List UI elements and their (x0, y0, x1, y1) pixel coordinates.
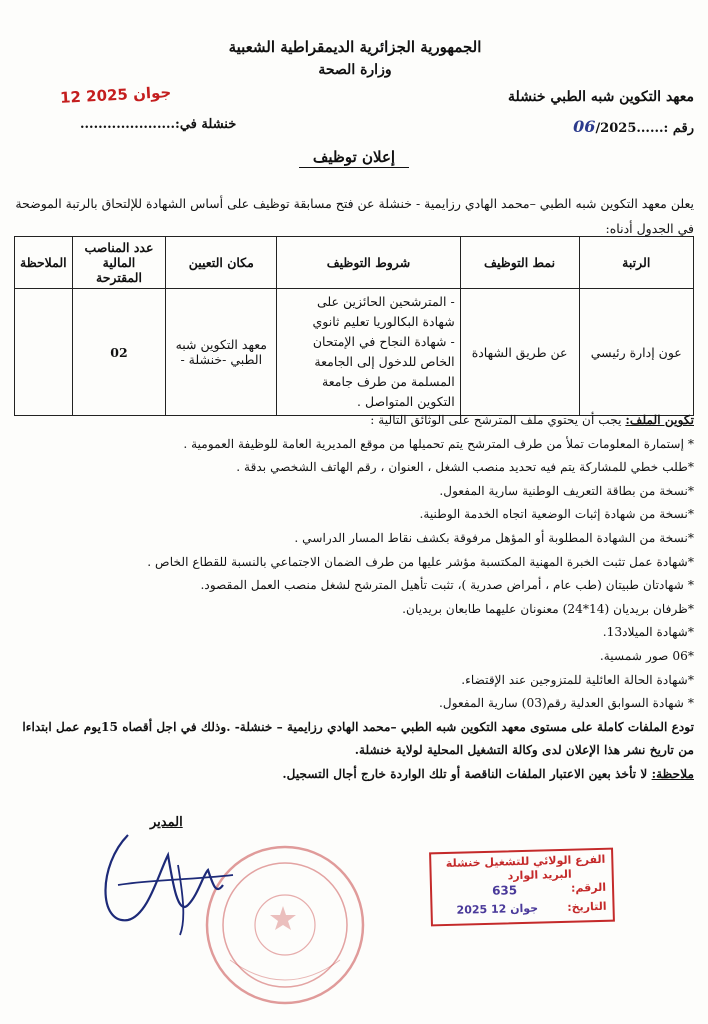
file-requirements (4, 409, 694, 787)
file-heading (4, 409, 694, 433)
note-line (4, 763, 694, 787)
header-place: مكان التعيين (166, 237, 277, 289)
stamp-date-label: التاريخ: (567, 899, 607, 914)
cell-place: معهد التكوين شبه الطبي -خنشلة - (166, 289, 277, 416)
list-item: *شهادة عمل تثبت الخبرة المهنية المكتسبة مؤشر عليها من طرف الضمان الاجتماعي بالنسبة للقطاع الخاص . (147, 554, 694, 569)
stamp-number-label: الرقم: (570, 880, 607, 895)
list-item: * شهادتان طبيتان (طب عام ، أمراض صدرية )، تثبت تأهيل المترشح لشغل منصب العمل المقصود. (200, 578, 694, 593)
file-intro: يجب أن يحتوي ملف المترشح على الوثائق التالية : (370, 413, 626, 427)
director-title: المدير (150, 815, 183, 830)
deposit-paragraph: تودع الملفات كاملة على مستوى معهد التكوين شبه الطبي –محمد الهادي رزايمية – خنشلة- .وذلك في اجل أقصاه 15يوم عمل ابتداءا من تاريخ نشر هذا الإعلان لدى وكالة التشغيل المحلية لولاية خنشلة. (22, 719, 694, 758)
condition-1: - المترشحين الحائزين على شهادة البكالوريا تعليم ثانوي (312, 294, 455, 329)
ref-label: رقم :...... (636, 121, 694, 136)
stamp-line2: البريد الوارد (507, 867, 572, 883)
list-item: * شهادة السوابق العدلية رقم(03) سارية المفعول. (438, 696, 694, 711)
ref-number: 06 (573, 117, 596, 136)
header-ministry: وزارة الصحة (318, 62, 392, 78)
list-item: *نسخة من بطاقة التعريف الوطنية سارية المفعول. (439, 483, 694, 498)
header-rank: الرتبة (579, 237, 694, 289)
ref-year: /2025 (595, 121, 637, 136)
title-text: إعلان توظيف (299, 148, 409, 168)
handwritten-date: 12 جوان 2025 (59, 83, 172, 107)
stamp-line1: الفرع الولائي للتشغيل خنشلة (445, 852, 606, 870)
document-title (0, 148, 708, 166)
list-item: *نسخة من شهادة إثبات الوضعية اتجاه الخدمة الوطنية. (419, 507, 694, 522)
header-count: عدد المناصب المالية المقترحة (72, 237, 166, 289)
condition-2: - شهادة النجاح في الإمتحان الخاص للدخول إلى الجامعة المسلمة من طرف جامعة التكوين المتواصل . (312, 334, 455, 409)
signature-icon (88, 825, 238, 945)
table-header-row (15, 237, 694, 289)
cell-note (15, 289, 73, 416)
list-item: *شهادة الحالة العائلية للمتزوجين عند الإقتضاء. (461, 672, 694, 687)
list-item: *ظرفان بريديان (14*24) معنونان عليهما طابعان بريديان. (402, 601, 694, 616)
cell-conditions (277, 289, 460, 416)
reference-number (573, 117, 694, 136)
cell-count: 02 (72, 289, 166, 416)
list-item: *طلب خطي للمشاركة يتم فيه تحديد منصب الشغل ، العنوان ، رقم الهاتف الشخصي بدقة . (236, 460, 694, 475)
list-item: *نسخة من الشهادة المطلوبة أو المؤهل مرفوقة بكشف نقاط المسار الدراسي . (294, 530, 694, 545)
cell-mode: عن طريق الشهادة (460, 289, 579, 416)
cell-rank: عون إدارة رئيسي (579, 289, 694, 416)
stamp-date: 2025 جوان 12 (456, 901, 539, 917)
stamp-number: 635 (491, 883, 518, 898)
file-label: تكوين الملف: (625, 413, 694, 427)
list-item: *شهادة الميلاد13. (602, 625, 694, 640)
table-row (15, 289, 694, 416)
list-item: *06 صور شمسية. (599, 648, 694, 663)
place-date-line: خنشلة في:..................... (80, 117, 237, 132)
intro-paragraph: يعلن معهد التكوين شبه الطبي –محمد الهادي رزايمية - خنشلة عن فتح مسابقة توظيف على أساس الشهادة للإلتحاق بالرتبة الموضحة في الجدول أدناه: (15, 196, 694, 236)
recruitment-table (14, 236, 694, 416)
list-item: * إستمارة المعلومات تملأ من طرف المترشح يتم تحميلها من موقع المديرية العامة للوظيفة العمومية . (183, 436, 694, 451)
header-note: الملاحظة (15, 237, 73, 289)
incoming-mail-stamp (429, 848, 615, 927)
header-institute: معهد التكوين شبه الطبي خنشلة (508, 89, 694, 105)
header-conditions: شروط التوظيف (277, 237, 460, 289)
header-mode: نمط التوظيف (460, 237, 579, 289)
note-label: ملاحظة: (651, 766, 694, 781)
note-text: لا تأخذ بعين الاعتبار الملفات الناقصة أو تلك الواردة خارج أجال التسجيل. (282, 766, 652, 781)
header-republic: الجمهورية الجزائرية الديمقراطية الشعبية (228, 38, 482, 56)
